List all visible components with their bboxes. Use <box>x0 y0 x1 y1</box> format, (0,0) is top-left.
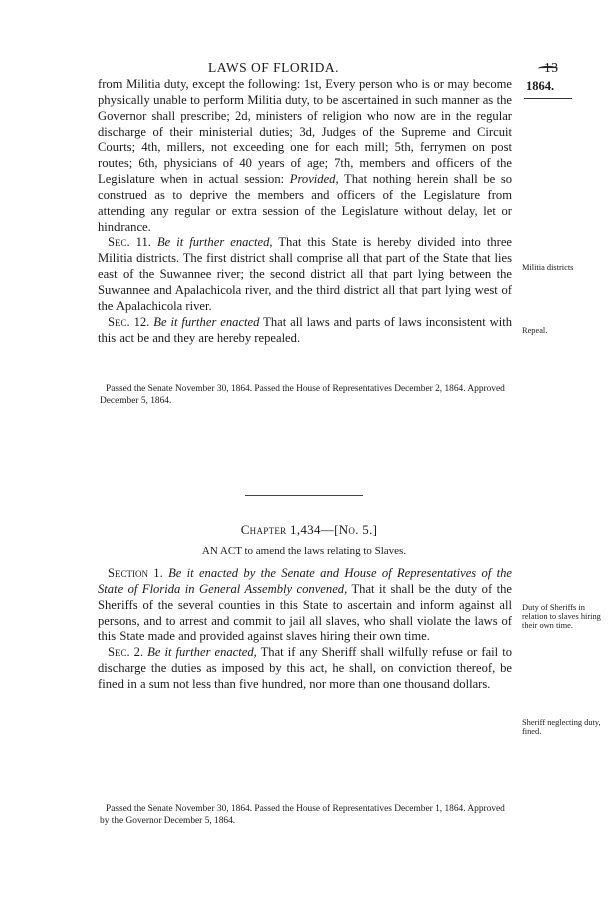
continuation-text: from Militia duty, except the following: 1st, Every person who is or may become physically unable to perform Militia duty, to be ascertained in such manner as the Governor shall prescribe; 2d, ministers of religion who now are in the regular discharge of their ministerial duties; 3d, Judges of the Supreme and Circuit Courts; 4th, millers, not exceeding one for each mill; 5th, ferrymen on post routes; 6th, physicians of 40 years of age; 7th, members and officers of the Legislature when in actual session: <box>98 77 512 187</box>
running-head-title: LAWS OF FLORIDA. <box>208 60 340 75</box>
section-11 <box>98 235 512 314</box>
margin-note-militia-districts: Militia districts <box>522 263 574 272</box>
chapter-heading: Chapter 1,434—[No. 5.] <box>240 522 378 537</box>
section-12-label: Sec. 12. <box>108 314 150 329</box>
section-1-enacting: Be it enacted by the Senate and House of Representatives of the State of Florida in General Assembly convened, <box>98 566 512 596</box>
section-11-text: That this State is hereby divided into three Militia districts. The first district shall comprise all that part of the State that lies east of the Suwannee river; the second district all that part lying between the Suwannee and Apalachicola river, and the third district all that part lying west of the Apalachicola river. <box>98 235 513 313</box>
act-title: AN ACT to amend the laws relating to Slaves. <box>201 545 407 557</box>
section-2 <box>98 645 512 693</box>
margin-note-repeal: Repeal. <box>522 326 548 335</box>
section-divider <box>245 495 363 496</box>
page-number: 13 <box>544 60 559 75</box>
previous-act-body <box>98 77 512 346</box>
section-2-enacting: Be it further enacted, <box>147 645 257 660</box>
slaves-act-body <box>98 566 512 693</box>
year-rule <box>524 98 572 99</box>
proviso-word: Provided, <box>289 172 339 187</box>
section-2-label: Sec. 2. <box>108 645 144 660</box>
passage-note-1: Passed the Senate November 30, 1864. Passed the House of Representatives December 2, 1864. Approved December 5, 1864. <box>100 384 505 406</box>
section-11-enacting: Be it further enacted, <box>156 235 273 250</box>
section-12 <box>98 315 512 347</box>
year-marker: 1864. <box>526 79 555 93</box>
section-1-label: Section 1. <box>108 566 163 580</box>
continuation-paragraph <box>98 77 512 235</box>
section-12-text: That all laws and parts of laws inconsistent with this act be and they are hereby repealed. <box>98 314 513 345</box>
proviso-text: That nothing herein shall be so construed as to deprive the members and officers of the Legislature from attending any regular or extra session of the Legislature without delay, let or hindrance. <box>98 172 513 234</box>
section-2-text: That if any Sheriff shall wilfully refuse or fail to discharge the duties as imposed by this act, he shall, on conviction thereof, be fined in a sum not less than five hundred, nor more than one thousand dollars. <box>98 645 512 691</box>
year-ornament <box>538 66 558 71</box>
passage-note-2: Passed the Senate November 30, 1864. Passed the House of Representatives December 1, 1864. Approved by the Governor December 5, 1864. <box>100 804 505 826</box>
section-1-text: That it shall be the duty of the Sheriffs of the several counties in this State to ascertain and inform against all persons, and to arrest and commit to jail all slaves, who shall violate the laws of this State made and provided against slaves hiring their own time. <box>98 581 512 644</box>
margin-note-sheriff-neglecting: Sheriff neglecting duty, fined. <box>522 718 601 737</box>
section-11-label: Sec. 11. <box>108 235 151 250</box>
section-12-enacting: Be it further enacted <box>153 314 260 329</box>
section-1 <box>98 566 512 645</box>
margin-note-duty-of-sheriffs: Duty of Sheriffs in relation to slaves hiring their own time. <box>522 603 601 631</box>
